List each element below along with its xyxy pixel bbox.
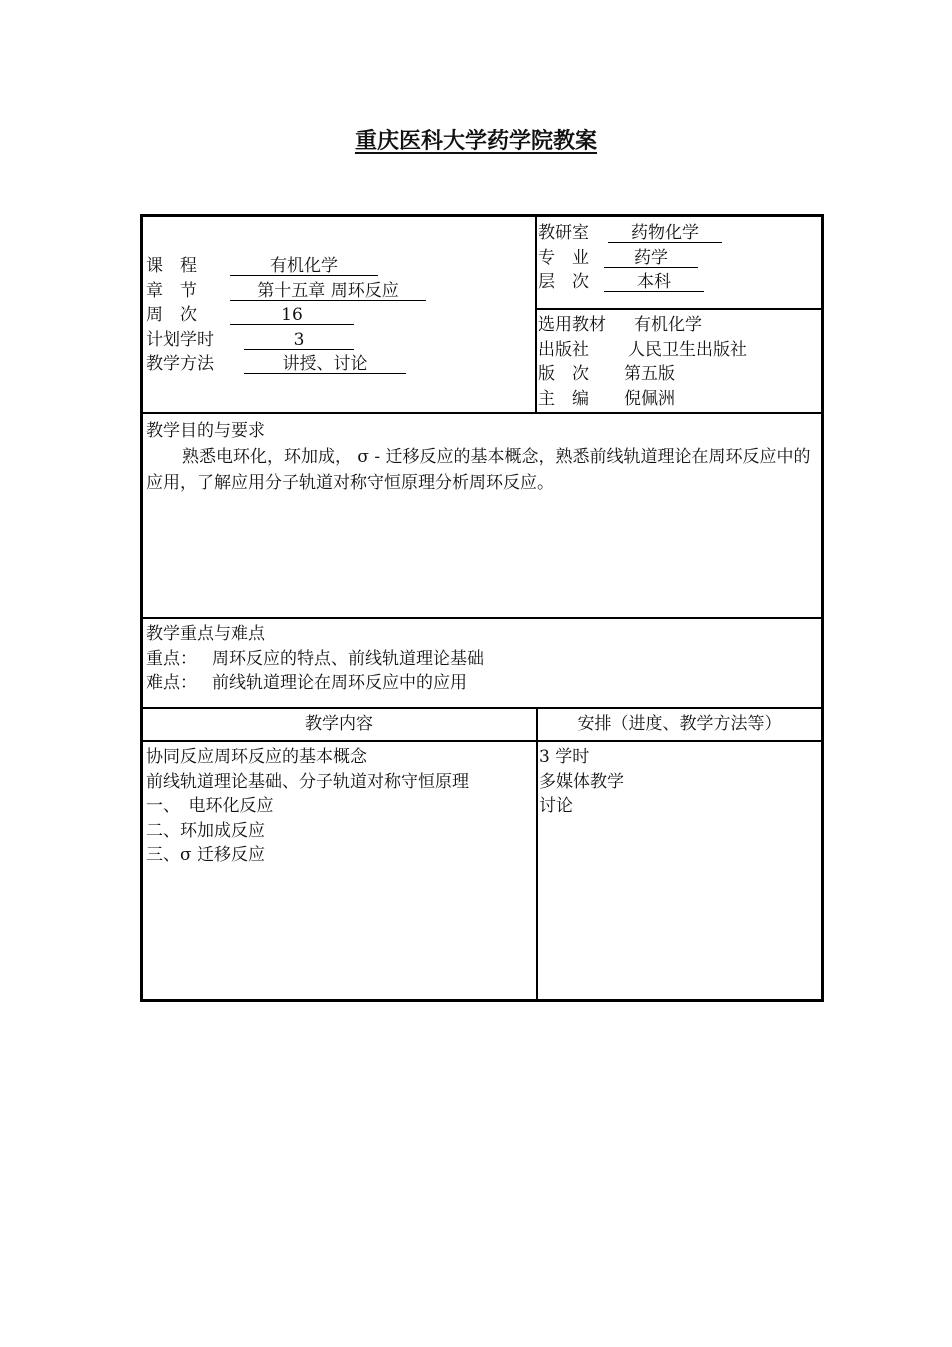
dept-row	[538, 221, 818, 246]
content-list	[146, 745, 532, 868]
publisher-value: 人民卫生出版社	[628, 339, 747, 360]
week-label: 周 次	[146, 305, 197, 325]
objectives-text: 熟悉电环化，环加成， σ - 迁移反应的基本概念，熟悉前线轨道理论在周环反应中的应用，了解应用分子轨道对称守恒原理分析周环反应。	[146, 447, 811, 493]
divider-content-header	[143, 740, 821, 742]
focus-label: 重点：	[146, 648, 197, 669]
key-points-section	[146, 622, 816, 696]
week-value: 16	[230, 303, 354, 325]
edition-row	[538, 362, 818, 387]
publisher-label: 出版社	[538, 339, 589, 360]
divider-bottom-vertical	[536, 708, 538, 999]
divider-dept-textbook	[535, 308, 821, 310]
method-label: 教学方法	[146, 354, 214, 374]
arrangement-line: 讨论	[539, 796, 573, 816]
arrangement-line: 3 学时	[539, 747, 590, 767]
difficulty-row	[146, 671, 816, 696]
content-line: 二、环加成反应	[146, 820, 265, 841]
week-row	[146, 303, 526, 328]
content-line: 前线轨道理论基础、分子轨道对称守恒原理	[146, 771, 469, 792]
divider-top-vertical	[535, 217, 537, 413]
page-title: 重庆医科大学药学院教案	[354, 129, 597, 154]
difficulty-value: 前线轨道理论在周环反应中的应用	[212, 673, 467, 693]
textbook-row	[538, 313, 818, 338]
textbook-label: 选用教材	[538, 315, 606, 335]
course-info-block	[146, 254, 526, 377]
level-row	[538, 270, 818, 295]
focus-row	[146, 647, 816, 672]
hours-label: 计划学时	[146, 329, 214, 350]
chapter-label: 章 节	[146, 280, 197, 301]
arrangement-line: 多媒体教学	[539, 771, 624, 792]
textbook-value: 有机化学	[634, 315, 702, 335]
content-line: 协同反应周环反应的基本概念	[146, 747, 367, 767]
objectives-section	[146, 418, 822, 496]
divider-info-objectives	[143, 412, 821, 414]
focus-value: 周环反应的特点、前线轨道理论基础	[212, 648, 484, 669]
difficulty-label: 难点：	[146, 673, 197, 693]
dept-info-block	[538, 221, 818, 295]
content-line: 一、 电环化反应	[146, 796, 274, 816]
arrangement-header: 安排（进度、教学方法等）	[577, 714, 782, 734]
edition-label: 版 次	[538, 364, 589, 384]
lesson-plan-table	[140, 214, 824, 1002]
dept-value: 药物化学	[608, 221, 722, 243]
hours-row	[146, 328, 526, 353]
content-line: 三、σ 迁移反应	[146, 845, 266, 865]
method-value: 讲授、讨论	[244, 352, 406, 374]
editor-value: 倪佩洲	[624, 388, 675, 409]
course-row	[146, 254, 526, 279]
edition-value: 第五版	[624, 364, 675, 384]
key-points-heading: 教学重点与难点	[146, 624, 265, 644]
divider-objectives-keypoints	[143, 617, 821, 619]
course-value: 有机化学	[230, 254, 378, 276]
level-label: 层 次	[538, 272, 589, 292]
divider-keypoints-content	[143, 707, 821, 709]
arrangement-list	[539, 745, 819, 819]
textbook-info-block	[538, 313, 818, 411]
publisher-row	[538, 338, 818, 363]
content-header: 教学内容	[305, 714, 373, 734]
chapter-value: 第十五章 周环反应	[230, 279, 426, 301]
major-row	[538, 246, 818, 271]
hours-value: 3	[244, 328, 354, 350]
major-value: 药学	[604, 246, 698, 268]
objectives-heading: 教学目的与要求	[146, 421, 265, 441]
course-label: 课 程	[146, 256, 197, 276]
editor-label: 主 编	[538, 388, 589, 409]
major-label: 专 业	[538, 247, 589, 268]
chapter-row	[146, 279, 526, 304]
level-value: 本科	[604, 270, 704, 292]
dept-label: 教研室	[538, 223, 589, 243]
method-row	[146, 352, 526, 377]
editor-row	[538, 387, 818, 412]
